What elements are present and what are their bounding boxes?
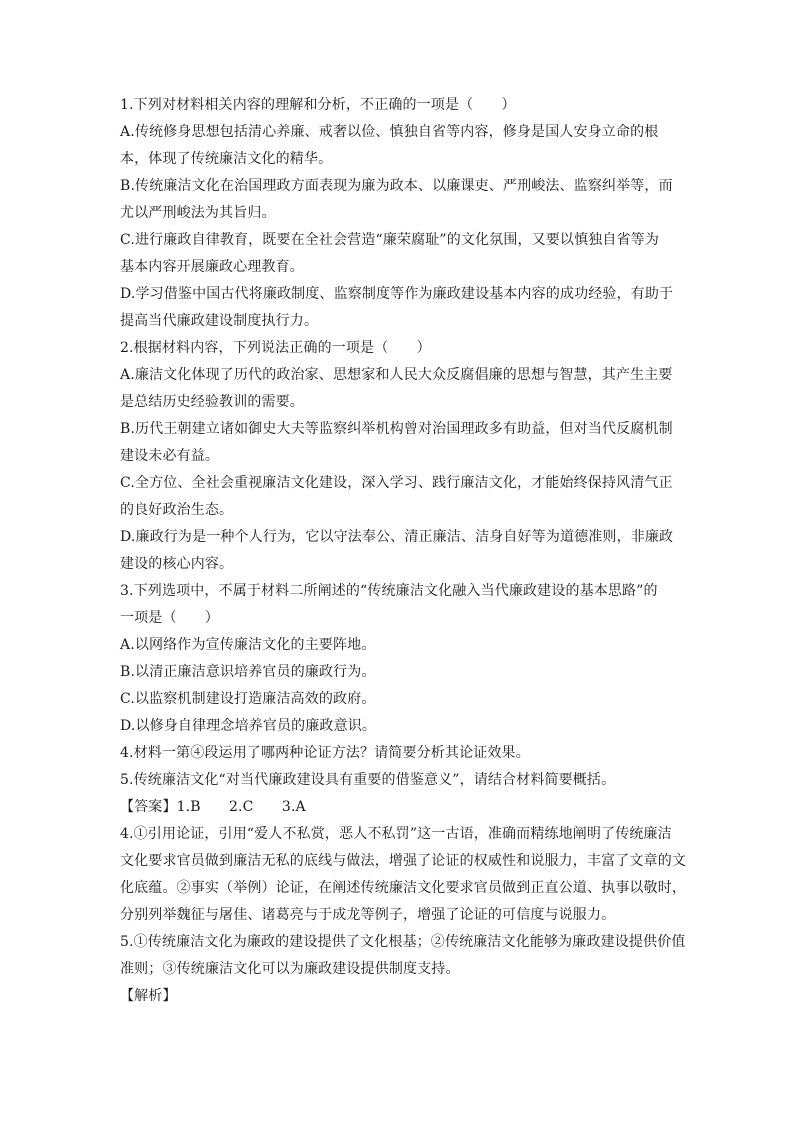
q3-stem: 3.下列选项中，不属于材料二所阐述的“传统廉洁文化融入当代廉政建设的基本思路”的 [120, 583, 658, 599]
q5-stem: 5.传统廉洁文化“对当代廉政建设具有重要的借鉴意义”，请结合材料简要概括。 [120, 772, 616, 788]
q2-option-b: B.历代王朝建立诸如御史大夫等监察纠举机构曾对治国理政多有助益，但对当代反腐机制 [120, 421, 673, 437]
q1-option-b: B.传统廉洁文化在治国理政方面表现为廉为政本、以廉课吏、严刑峻法、监察纠举等，而 [120, 178, 673, 194]
q1-option-b-cont: 尤以严刑峻法为其旨归。 [120, 205, 276, 221]
document-body [120, 92, 686, 1010]
answer-4-line-3: 化底蕴。②事实（举例）论证，在阐述传统廉洁文化要求官员做到正直公道、执事以敬时， [120, 880, 686, 896]
answer-5-line-2: 准则；③传统廉洁文化可以为廉政建设提供制度支持。 [120, 961, 460, 977]
q2-option-c: C.全方位、全社会重视廉洁文化建设，深入学习、践行廉洁文化，才能始终保持风清气正 [120, 475, 673, 491]
q2-option-a: A.廉洁文化体现了历代的政治家、思想家和人民大众反腐倡廉的思想与智慧，其产生主要 [120, 367, 673, 383]
q3-stem-cont: 一项是（ ） [120, 610, 220, 626]
q1-option-d: D.学习借鉴中国古代将廉政制度、监察制度等作为廉政建设基本内容的成功经验，有助于 [120, 286, 674, 302]
q2-option-c-cont: 的良好政治生态。 [120, 502, 234, 518]
answer-4-line-2: 文化要求官员做到廉洁无私的底线与做法，增强了论证的权威性和说服力，丰富了文章的文 [120, 853, 686, 869]
q1-option-c: C.进行廉政自律教育，既要在全社会营造“廉荣腐耻”的文化氛围，又要以慎独自省等为 [120, 232, 659, 248]
q3-option-b: B.以清正廉洁意识培养官员的廉政行为。 [120, 664, 376, 680]
answer-5-line-1: 5.①传统廉洁文化为廉政的建设提供了文化根基；②传统廉洁文化能够为廉政建设提供价值 [120, 934, 686, 950]
q3-option-a: A.以网络作为宣传廉洁文化的主要阵地。 [120, 637, 376, 653]
answer-4-line-1: 4.①引用论证，引用“爱人不私赏，恶人不私罚”这一古语，准确而精练地阐明了传统廉洁 [120, 826, 672, 842]
q1-option-a-cont: 本，体现了传统廉洁文化的精华。 [120, 151, 333, 167]
q3-option-d: D.以修身自律理念培养官员的廉政意识。 [120, 718, 377, 734]
q4-stem: 4.材料一第④段运用了哪两种论证方法？请简要分析其论证效果。 [120, 745, 530, 761]
q2-stem: 2.根据材料内容，下列说法正确的一项是（ ） [120, 340, 431, 356]
q2-option-b-cont: 建设未必有益。 [120, 448, 220, 464]
answer-4-line-4: 分别列举魏征与屠佳、诸葛亮与于成龙等例子，增强了论证的可信度与说服力。 [120, 907, 616, 923]
q1-stem: 1.下列对材料相关内容的理解和分析，不正确的一项是（ ） [120, 97, 516, 113]
q2-option-d-cont: 建设的核心内容。 [120, 556, 234, 572]
answer-key: 【答案】1.B 2.C 3.A [120, 799, 306, 815]
q1-option-a: A.传统修身思想包括清心养廉、戒奢以俭、慎独自省等内容，修身是国人安身立命的根 [120, 124, 659, 140]
q2-option-d: D.廉政行为是一种个人行为，它以守法奉公、清正廉洁、洁身自好等为道德准则，非廉政 [120, 529, 674, 545]
q2-option-a-cont: 是总结历史经验教训的需要。 [120, 394, 304, 410]
q1-option-c-cont: 基本内容开展廉政心理教育。 [120, 259, 304, 275]
q3-option-c: C.以监察机制建设打造廉洁高效的政府。 [120, 691, 376, 707]
q1-option-d-cont: 提高当代廉政建设制度执行力。 [120, 313, 319, 329]
analysis-heading: 【解析】 [120, 988, 177, 1004]
